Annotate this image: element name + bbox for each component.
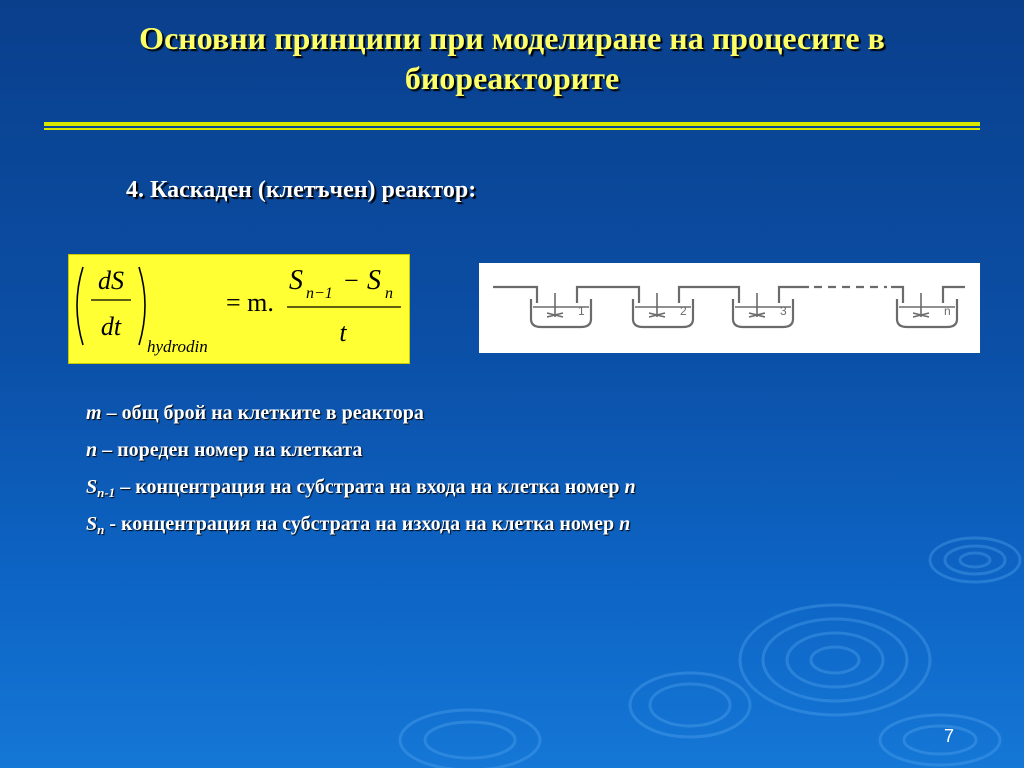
cell-label-2: 2 <box>680 304 687 318</box>
definition-sn-1 <box>86 472 636 509</box>
definition-m <box>86 398 636 435</box>
rhs-numerator-sub1: n−1 <box>306 285 333 302</box>
cell-label-n: n <box>944 304 951 318</box>
definition-symbol: m <box>86 402 102 424</box>
definition-tail: n <box>624 476 636 498</box>
lhs-denominator: dt <box>100 312 122 341</box>
cell-label-3: 3 <box>780 304 787 318</box>
rhs-numerator-minus: − <box>344 266 359 295</box>
definition-subscript: n-1 <box>97 485 116 500</box>
title-divider <box>44 122 980 130</box>
rhs-numerator-s2: S <box>367 265 381 296</box>
definitions-list <box>86 398 636 546</box>
definition-n <box>86 435 636 472</box>
cascade-reactor-diagram <box>479 263 980 353</box>
definition-sn <box>86 509 636 546</box>
rhs-numerator-s1: S <box>289 265 303 296</box>
page-number: 7 <box>944 726 955 746</box>
lhs-numerator: dS <box>98 266 124 295</box>
rhs-prefix: = m. <box>226 288 274 317</box>
lhs-subscript: hydrodin <box>147 337 208 356</box>
definition-text: – пореден номер на клетката <box>97 439 363 461</box>
formula <box>69 255 409 363</box>
rhs-numerator-sub2: n <box>385 285 393 302</box>
definition-text: – общ брой на клетките в реактора <box>101 402 424 424</box>
definition-text: – концентрация на субстрата на входа на клетка номер <box>115 476 625 498</box>
definition-text: - концентрация на субстрата на изхода на клетка номер <box>104 513 620 535</box>
definition-subscript: n <box>97 522 105 537</box>
page-title: Основни принципи при моделиране на процесите в биореакторите <box>139 20 885 96</box>
formula-box <box>68 254 410 364</box>
definition-tail: n <box>619 513 631 535</box>
definition-symbol: S <box>86 513 98 535</box>
cell-label-1: 1 <box>578 304 585 318</box>
definition-symbol: S <box>86 476 98 498</box>
definition-symbol: n <box>86 439 98 461</box>
rhs-denominator: t <box>339 318 347 347</box>
section-heading: 4. Каскаден (клетъчен) реактор: <box>126 177 477 203</box>
